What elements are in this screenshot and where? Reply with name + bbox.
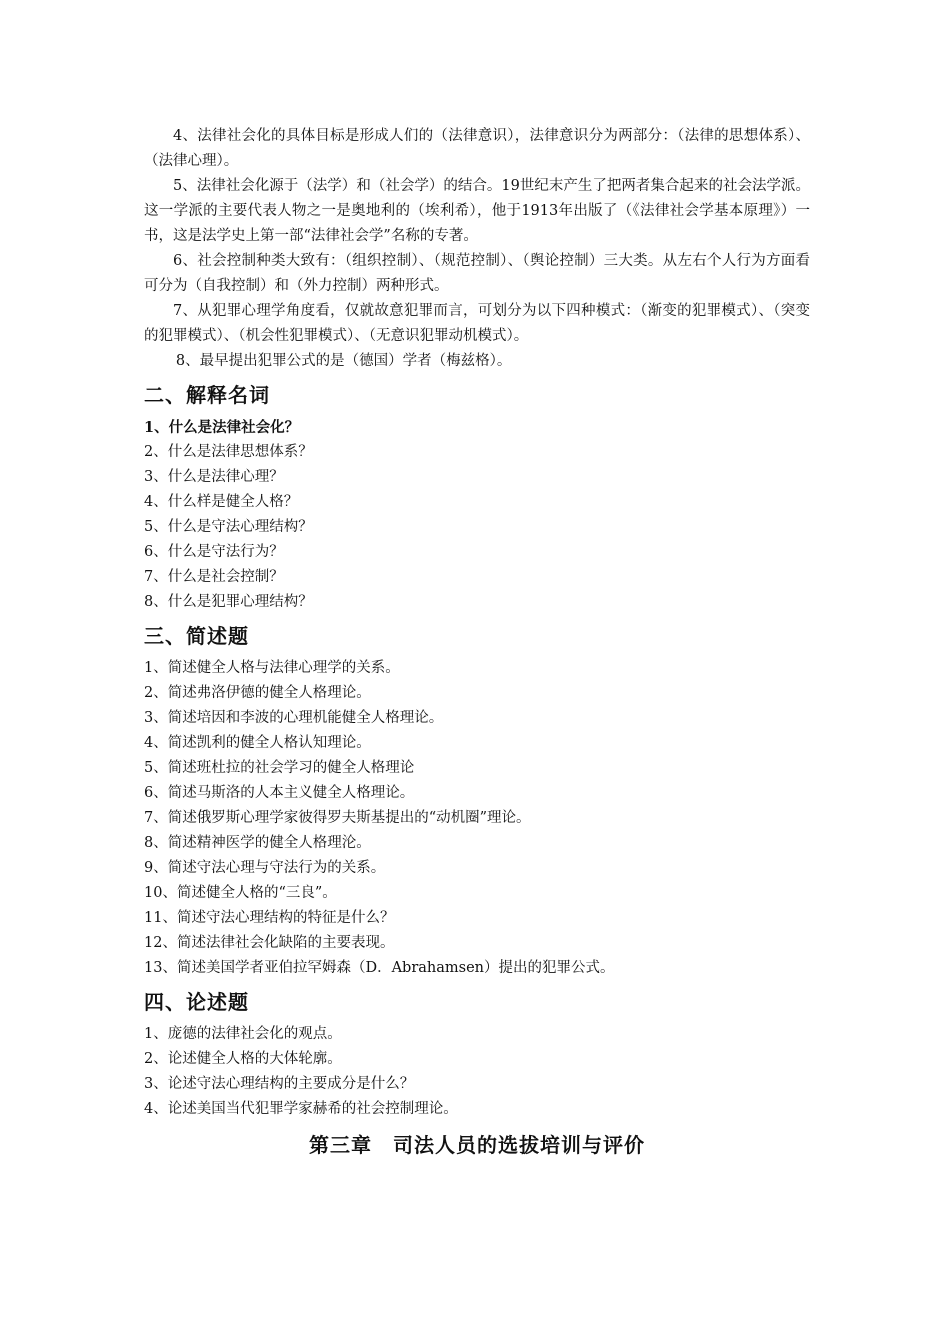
- list-item: 6、什么是守法行为？: [144, 544, 284, 560]
- list-item: 4、什么样是健全人格？: [144, 494, 299, 510]
- chapter-title: 第三章 司法人员的选拔培训与评价: [309, 1133, 645, 1157]
- fill-in-answer-4: 4、法律社会化的具体目标是形成人们的（法律意识），法律意识分为两部分：（法律的思想体系）、（法律心理）。: [144, 128, 810, 169]
- list-item: 3、简述培因和李波的心理机能健全人格理论。: [144, 710, 444, 726]
- essay-list: [144, 1022, 810, 1122]
- list-item: 1、简述健全人格与法律心理学的关系。: [144, 660, 400, 676]
- fill-in-answer-5: 5、法律社会化源于（法学）和（社会学）的结合。19世纪末产生了把两者集合起来的社会法学派。这一学派的主要代表人物之一是奥地利的（埃利希），他于1913年出版了（《法律社会学基本原理》）一书，这是法学史上第一部“法律社会学”名称的专著。: [144, 178, 810, 244]
- list-item: 7、简述俄罗斯心理学家彼得罗夫斯基提出的“动机圈”理论。: [144, 810, 531, 826]
- short-answer-list: [144, 656, 810, 981]
- section-heading-short-answer: 三、简述题: [144, 624, 249, 648]
- term-definition-list: [144, 415, 810, 615]
- list-item: 5、简述班杜拉的社会学习的健全人格理论: [144, 760, 415, 776]
- list-item: 2、什么是法律思想体系？: [144, 444, 313, 460]
- section-heading-essay: 四、论述题: [144, 990, 249, 1014]
- section-heading-term-definitions: 二、解释名词: [144, 383, 270, 407]
- fill-in-answer-6: 6、社会控制种类大致有：（组织控制）、（规范控制）、（舆论控制）三大类。从左右个人行为方面看可分为（自我控制）和（外力控制）两种形式。: [144, 253, 810, 294]
- list-item: 2、简述弗洛伊德的健全人格理论。: [144, 685, 371, 701]
- list-item: 9、简述守法心理与守法行为的关系。: [144, 860, 386, 876]
- fill-in-answer-7: 7、从犯罪心理学角度看，仅就故意犯罪而言，可划分为以下四种模式：（渐变的犯罪模式）、（突变的犯罪模式）、（机会性犯罪模式）、（无意识犯罪动机模式）。: [144, 303, 810, 344]
- list-item: 8、什么是犯罪心理结构？: [144, 594, 313, 610]
- list-item: 2、论述健全人格的大体轮廓。: [144, 1051, 342, 1067]
- list-item: 12、简述法律社会化缺陷的主要表现。: [144, 935, 395, 951]
- list-item: 3、论述守法心理结构的主要成分是什么？: [144, 1076, 415, 1092]
- list-item: 10、简述健全人格的“三良”。: [144, 885, 337, 901]
- document-page: [144, 124, 810, 1160]
- fill-in-answer-8: 8、最早提出犯罪公式的是（德国）学者（梅兹格）。: [175, 353, 512, 369]
- list-item: 6、简述马斯洛的人本主义健全人格理论。: [144, 785, 415, 801]
- list-item: 5、什么是守法心理结构？: [144, 519, 313, 535]
- list-item: 4、论述美国当代犯罪学家赫希的社会控制理论。: [144, 1101, 458, 1117]
- list-item: 3、什么是法律心理？: [144, 469, 284, 485]
- list-item: 7、什么是社会控制？: [144, 569, 284, 585]
- list-item: 4、简述凯利的健全人格认知理论。: [144, 735, 371, 751]
- list-item: 1、什么是法律社会化？: [144, 419, 300, 436]
- list-item: 8、简述精神医学的健全人格理沦。: [144, 835, 371, 851]
- list-item: 11、简述守法心理结构的特征是什么？: [144, 910, 395, 926]
- list-item: 1、庞德的法律社会化的观点。: [144, 1026, 342, 1042]
- list-item: 13、简述美国学者亚伯拉罕姆森（D．Abrahamsen）提出的犯罪公式。: [144, 960, 615, 976]
